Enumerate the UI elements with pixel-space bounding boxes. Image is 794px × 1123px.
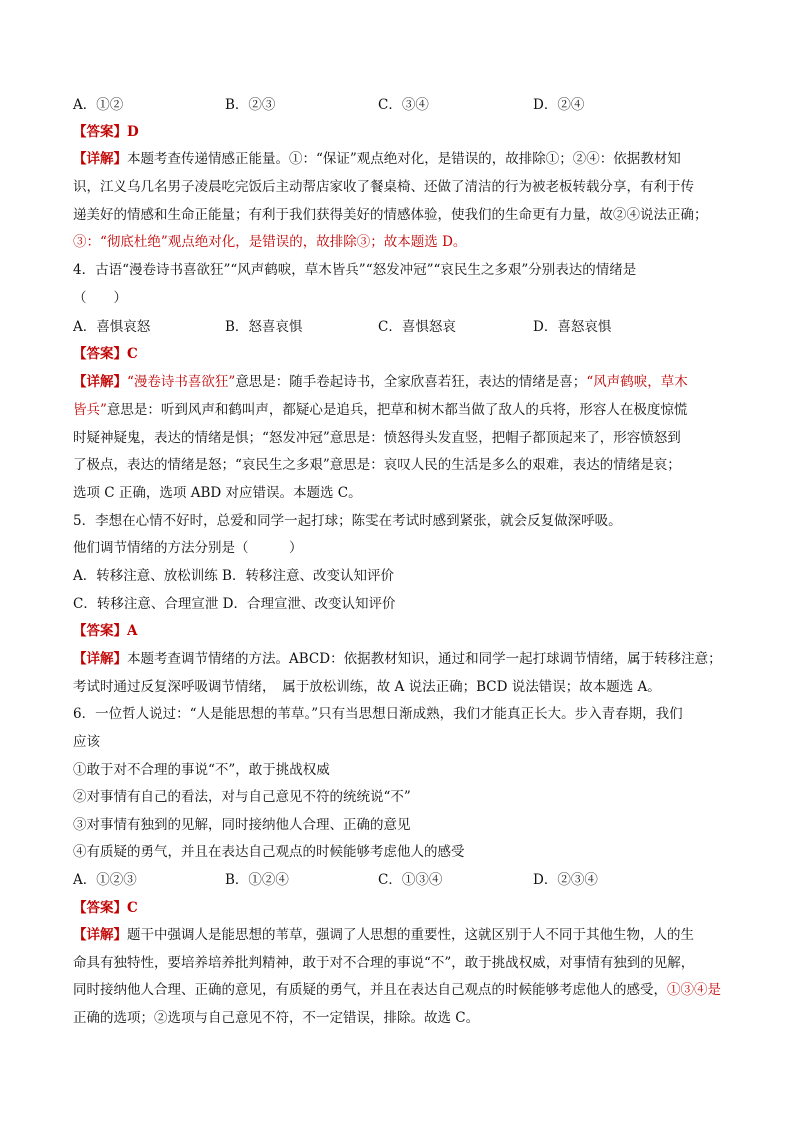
answer-value: A: [127, 623, 138, 639]
q5-explain-line-2: 考试时通过反复深呼吸调节情绪， 属于放松训练，故 A 说法正确；BCD 说法错误；故本题选 A。: [73, 679, 661, 695]
q6-stem-line-1: 6．一位哲人说过：“人是能思想的苇草。”只有当思想日渐成熟，我们才能真正长大。步入青春期，我们: [73, 706, 683, 722]
q4-option-c: C．喜惧怒哀: [378, 319, 456, 335]
q3-option-c: C．③④: [378, 97, 429, 113]
answer-value: C: [127, 346, 138, 362]
answer-tag: 【答案】: [73, 124, 127, 140]
answer-tag: 【答案】: [73, 900, 127, 916]
q3-explain-line-3: 递美好的情感和生命正能量；有利于我们获得美好的情感体验，使我们的生命更有力量，故②④说法正确；: [73, 207, 708, 223]
q4-option-b: B．怒喜哀惧: [225, 319, 303, 335]
q5-options-line-2: C．转移注意、合理宣泄 D．合理宣泄、改变认知评价: [73, 596, 396, 612]
q3-option-a: A．①②: [73, 97, 124, 113]
q6-explain-line-4: 正确的选项；②选项与自己意见不符，不一定错误，排除。故选 C。: [73, 1010, 480, 1026]
q6-answer: [73, 895, 733, 921]
q6-option-a: A．①②③: [73, 872, 137, 888]
answer-tag: 【答案】: [73, 623, 127, 639]
q6-option-d: D．②③④: [533, 872, 598, 888]
q5-stem-line-1: 5．李想在心情不好时，总爱和同学一起打球；陈雯在考试时感到紧张，就会反复做深呼吸。: [73, 513, 622, 529]
answer-value: C: [127, 900, 138, 916]
q4-answer: [73, 341, 733, 367]
q3-option-b: B．②③: [225, 97, 276, 113]
explain-tag: 【详解】: [73, 151, 127, 167]
q5-options-line-1: A．转移注意、放松训练 B．转移注意、改变认知评价: [73, 568, 394, 584]
q4-stem-line-2: （ ）: [73, 290, 127, 306]
q3-answer: [73, 119, 733, 145]
q6-item-4: ④有质疑的勇气，并且在表达自己观点的时候能够考虑他人的感受: [73, 844, 465, 860]
q3-explain-line-4: ③：“彻底杜绝”观点绝对化，是错误的，故排除③；故本题选 D。: [73, 234, 467, 250]
q4-explain-line-3: 时疑神疑鬼，表达的情绪是惧；“怒发冲冠”意思是：愤怒得头发直竖，把帽子都顶起来了，形容愤怒到: [73, 430, 681, 446]
q4-option-d: D．喜怒哀惧: [533, 319, 612, 335]
q6-option-c: C．①③④: [378, 872, 443, 888]
q4-options: [73, 314, 733, 340]
q6-explain-line-2: 命具有独特性，要培养培养批判精神，敢于对不合理的事说“不”，敢于挑战权威，对事情有独到的见解，: [73, 955, 695, 971]
q3-explain-line-1: 【详解】本题考查传递情感正能量。①：“保证”观点绝对化，是错误的，故排除①；②④：依据教材知: [73, 151, 681, 167]
q6-explain-line-3: 同时接纳他人合理、正确的意见，有质疑的勇气，并且在表达自己观点的时候能够考虑他人的感受，①③④是: [73, 982, 721, 998]
q5-answer: [73, 618, 733, 644]
q5-stem-line-2: 他们调节情绪的方法分别是（ ）: [73, 540, 303, 556]
q6-options: [73, 867, 733, 893]
q6-item-2: ②对事情有自己的看法，对与自己意见不符的统统说“不”: [73, 789, 411, 805]
q4-explain-line-2: 皆兵”意思是：听到风声和鹤叫声，都疑心是追兵，把草和树木都当做了敌人的兵将，形容人在极度惊慌: [73, 402, 688, 418]
explain-tag: 【详解】: [73, 651, 127, 667]
q3-options: [73, 92, 733, 118]
explain-tag: 【详解】: [73, 927, 127, 943]
answer-value: D: [127, 124, 139, 140]
q3-explain-line-2: 识，江义乌几名男子凌晨吃完饭后主动帮店家收了餐桌椅、还做了清洁的行为被老板转载分享，有利于传: [73, 179, 694, 195]
q3-option-d: D．②④: [533, 97, 585, 113]
q6-explain-line-1: 【详解】题干中强调人是能思想的苇草，强调了人思想的重要性，这就区别于人不同于其他生物，人的生: [73, 927, 694, 943]
q4-explain-line-5: 选项 C 正确，选项 ABD 对应错误。本题选 C。: [73, 485, 362, 501]
q5-explain-line-1: 【详解】本题考查调节情绪的方法。ABCD：依据教材知识，通过和同学一起打球调节情绪，属于转移注意；: [73, 651, 722, 667]
q4-explain-line-1: 【详解】“漫卷诗书喜欲狂”意思是：随手卷起诗书，全家欣喜若狂，表达的情绪是喜；“风声鹤唳，草木: [73, 374, 688, 390]
q6-stem-line-2: 应该: [73, 734, 100, 750]
q4-option-a: A．喜惧哀怒: [73, 319, 151, 335]
answer-tag: 【答案】: [73, 346, 127, 362]
q6-option-b: B．①②④: [225, 872, 289, 888]
q4-stem-line-1: 4．古语“漫卷诗书喜欲狂”“风声鹤唳，草木皆兵”“怒发冲冠”“哀民生之多艰”分别表达的情绪是: [73, 262, 637, 278]
q6-item-1: ①敢于对不合理的事说“不”，敢于挑战权威: [73, 762, 330, 778]
explain-tag: 【详解】: [73, 374, 127, 390]
q4-explain-line-4: 了极点，表达的情绪是怒；“哀民生之多艰”意思是：哀叹人民的生活是多么的艰难，表达的情绪是哀；: [73, 457, 681, 473]
q6-item-3: ③对事情有独到的见解，同时接纳他人合理、正确的意见: [73, 817, 411, 833]
